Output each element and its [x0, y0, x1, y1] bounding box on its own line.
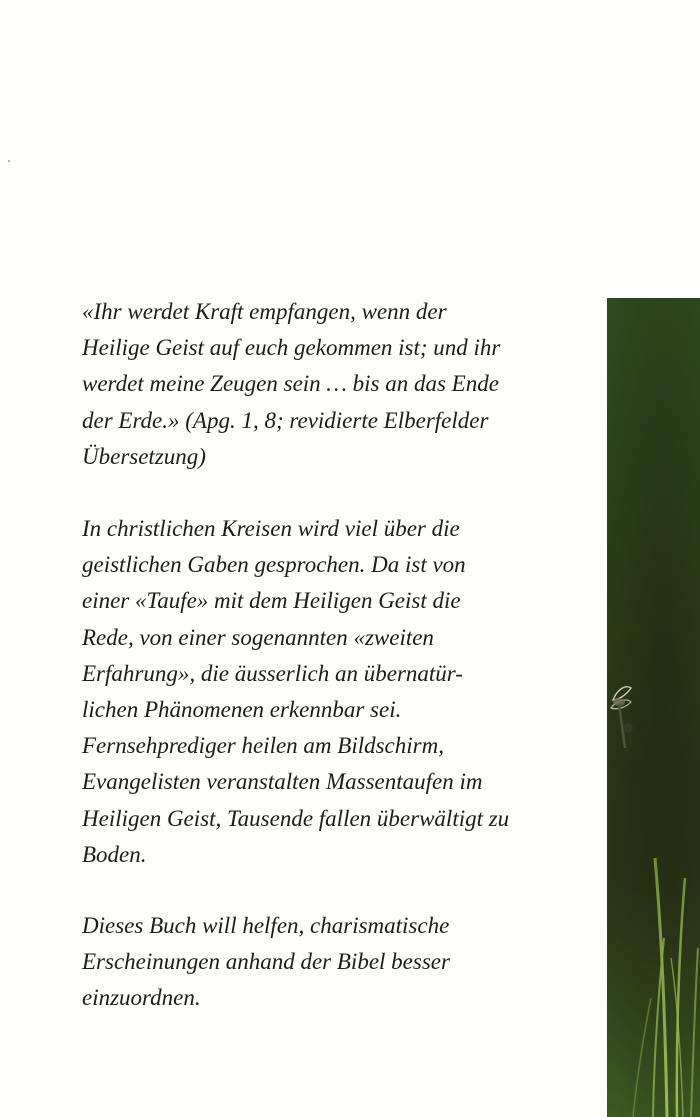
grass-photo-graphic	[607, 298, 700, 1117]
text-line: Erfahrung», die äusserlich an übernatür-	[82, 660, 463, 686]
text-line: Heiligen Geist, Tausende fallen überwältigt zu	[82, 805, 510, 831]
text-line: In christlichen Kreisen wird viel über die	[82, 516, 460, 542]
text-line: der Erde.» (Apg. 1, 8; revidierte Elberfelder	[82, 407, 489, 433]
text-line: einer «Taufe» mit dem Heiligen Geist die	[82, 588, 461, 614]
text-line: Übersetzung)	[82, 443, 206, 469]
paper-speck	[8, 160, 10, 162]
grass-dragonfly-photo	[607, 298, 700, 1117]
text-line: Fernsehprediger heilen am Bildschirm,	[82, 733, 444, 759]
text-line: geistlichen Gaben gesprochen. Da ist von	[82, 552, 466, 578]
text-line: einzuordnen.	[82, 985, 201, 1011]
text-line: Heilige Geist auf euch gekommen ist; und ihr	[82, 335, 501, 361]
text-line: Dieses Buch will helfen, charismatische	[82, 913, 450, 939]
text-line: werdet meine Zeugen sein … bis an das Ende	[82, 371, 499, 397]
text-line: Evangelisten veranstalten Massentaufen im	[82, 769, 483, 795]
text-line: Boden.	[82, 841, 147, 867]
text-line: Erscheinungen anhand der Bibel besser	[82, 949, 450, 975]
text-line: lichen Phänomenen erkennbar sei.	[82, 697, 402, 723]
text-line: Rede, von einer sogenannten «zweiten	[82, 624, 434, 650]
purpose-paragraph	[82, 908, 557, 1017]
description-paragraph	[82, 511, 557, 873]
back-cover-text	[82, 294, 557, 1017]
bible-quote-paragraph	[82, 294, 557, 475]
text-line: «Ihr werdet Kraft empfangen, wenn der	[82, 299, 447, 324]
